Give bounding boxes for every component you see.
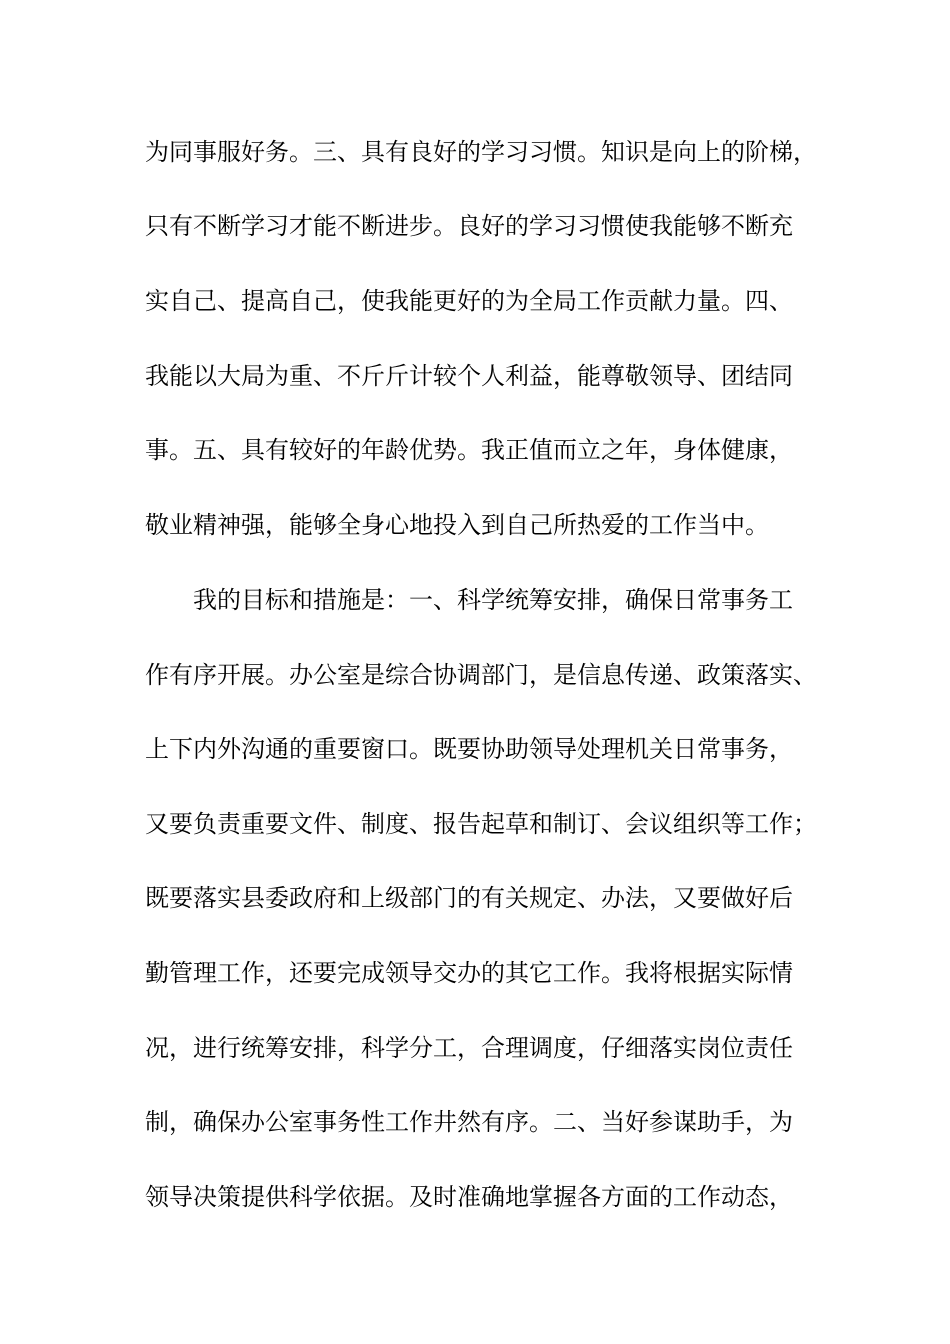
text-line: 上下内外沟通的重要窗口。既要协助领导处理机关日常事务， <box>145 735 793 763</box>
text-line: 领导决策提供科学依据。及时准确地掌握各方面的工作动态， <box>145 1183 793 1211</box>
text-line: 实自己、提高自己，使我能更好的为全局工作贡献力量。四、 <box>145 287 793 315</box>
text-line: 我能以大局为重、不斤斤计较个人利益，能尊敬领导、团结同 <box>145 362 793 390</box>
text-line: 只有不断学习才能不断进步。良好的学习习惯使我能够不断充 <box>145 212 793 240</box>
text-line: 制，确保办公室事务性工作井然有序。二、当好参谋助手，为 <box>145 1108 793 1136</box>
text-line: 勤管理工作，还要完成领导交办的其它工作。我将根据实际情 <box>145 959 793 987</box>
text-line: 又要负责重要文件、制度、报告起草和制订、会议组织等工作； <box>145 810 817 838</box>
text-line: 敬业精神强，能够全身心地投入到自己所热爱的工作当中。 <box>145 511 769 539</box>
text-line: 事。五、具有较好的年龄优势。我正值而立之年，身体健康， <box>145 436 793 464</box>
paragraph-first-line: 我的目标和措施是：一、科学统筹安排，确保日常事务工 <box>193 586 793 614</box>
text-line: 作有序开展。办公室是综合协调部门，是信息传递、政策落实、 <box>145 661 817 689</box>
text-line: 况，进行统筹安排，科学分工，合理调度，仔细落实岗位责任 <box>145 1034 793 1062</box>
text-line: 既要落实县委政府和上级部门的有关规定、办法，又要做好后 <box>145 884 793 912</box>
text-line: 为同事服好务。三、具有良好的学习习惯。知识是向上的阶梯， <box>145 138 817 166</box>
